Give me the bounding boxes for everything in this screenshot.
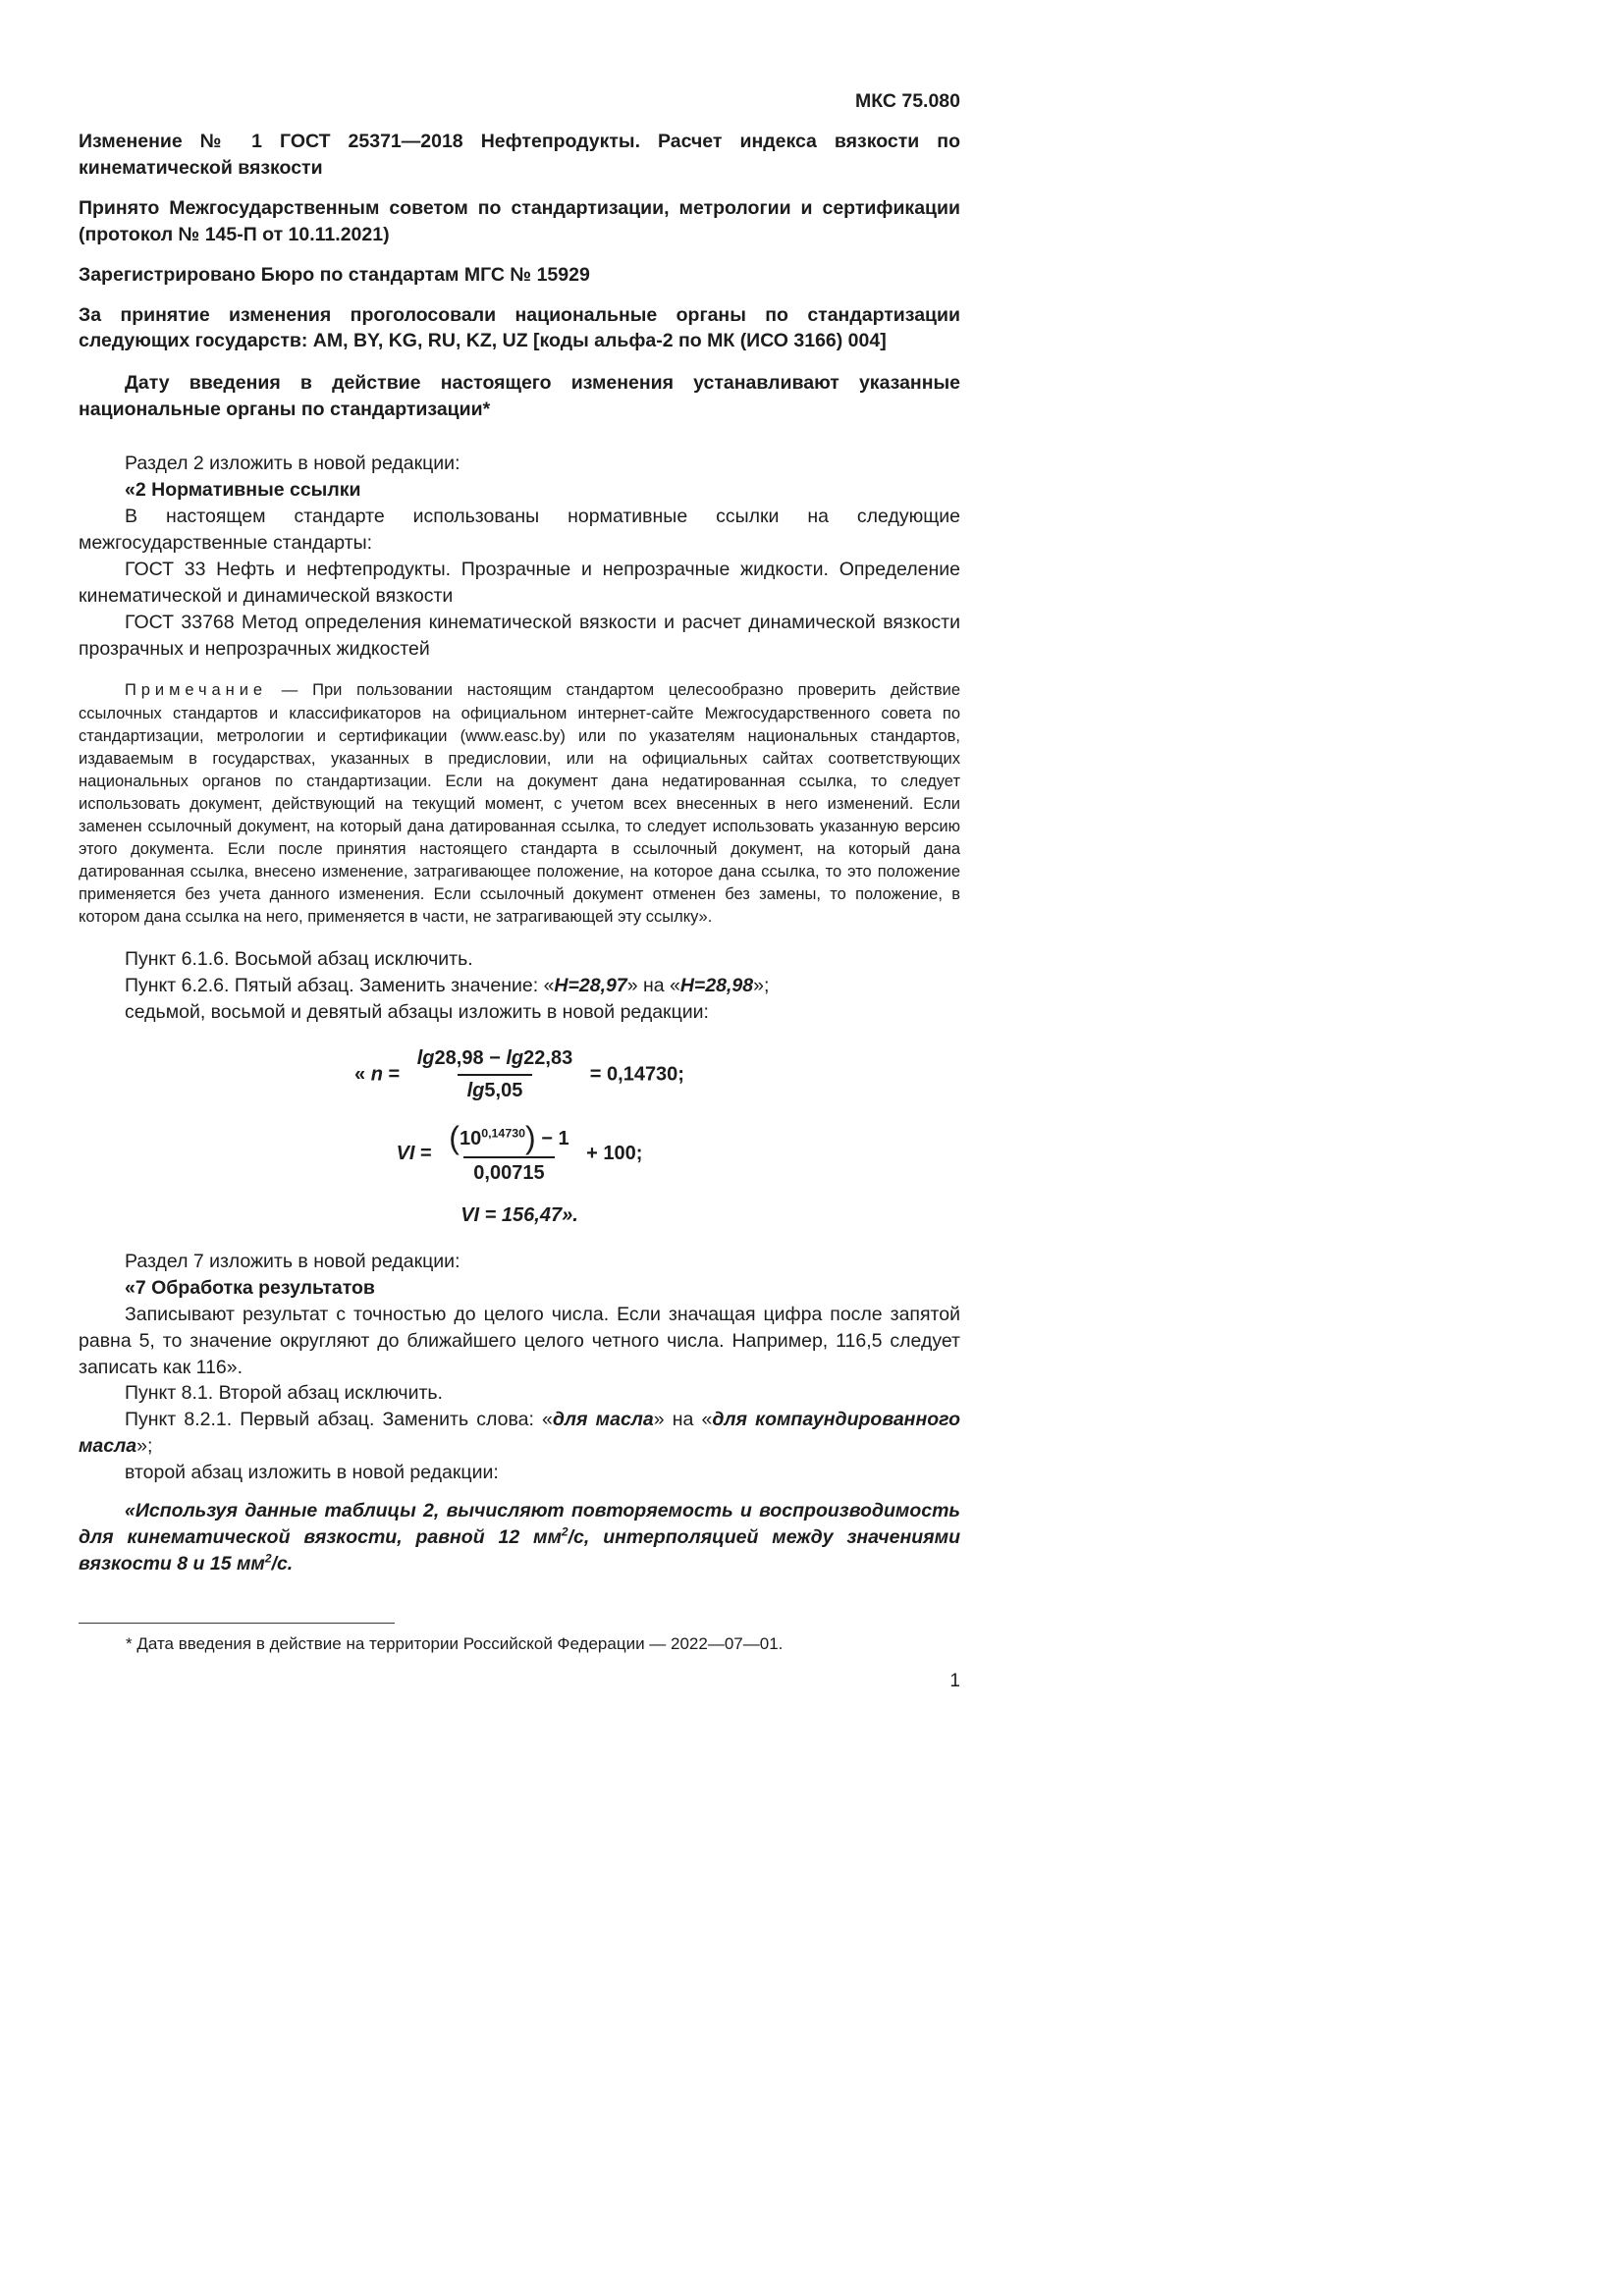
page-content — [79, 90, 960, 1692]
item-8-1: Пункт 8.1. Второй абзац исключить. — [125, 1382, 443, 1405]
section2-intro: Раздел 2 изложить в новой редакции: — [125, 453, 460, 475]
item-6-2-6-old-value: Н=28,97 — [554, 975, 627, 997]
replacement-text — [79, 1498, 960, 1577]
section7-heading: «7 Обработка результатов — [125, 1276, 375, 1299]
replacement-part-3: /с. — [271, 1552, 294, 1575]
formula-vi — [79, 1120, 960, 1185]
exponent-value: 0,14730 — [481, 1126, 525, 1141]
mks-code: МКС 75.080 — [854, 90, 960, 112]
item-6-2-6 — [79, 973, 960, 999]
lg-symbol: lg — [416, 1047, 435, 1070]
formula-n — [79, 1047, 960, 1102]
replacement-part-1: «Используя данные таблицы 2, вычисляют повторяемость и воспроизводимость для кинематической вязкости, равной 12 мм — [79, 1500, 960, 1549]
squared-superscript: 2 — [264, 1551, 272, 1566]
footnote-rule — [79, 1623, 395, 1624]
formula-vi-denominator: 0,00715 — [463, 1156, 554, 1185]
denominator-value: 5,05 — [484, 1080, 523, 1102]
formula-n-open-quote: « — [354, 1063, 371, 1086]
note-paragraph — [79, 679, 960, 929]
section7-body: Записывают результат с точностью до целого числа. Если значащая цифра после запятой равна 5, то значение округляют до ближайшего целого четного числа. Например, 116,5 следует записать как 116». — [79, 1303, 960, 1378]
note-text: При пользовании настоящим стандартом целесообразно проверить действие ссылочных стандартов и классификаторов на официальном интернет-сайте Межгосударственного совета по стандартизации, метрологии и сертификации (www.easc.by) или по указателям национальных стандартов, издаваемым в государствах, указанных в предисловии, или на официальных сайтах соответствующих национальных органов по стандартизации. Если на документ дана недатированная ссылка, то следует использовать документ, действующий на текущий момент, с учетом всех внесенных в него изменений. Если заменен ссылочный документ, на который дана датированная ссылка, то следует использовать указанную версию этого документа. Если после принятия настоящего стандарта в ссылочный документ, на который дана датированная ссылка, внесено изменение, затрагивающее положение, на которое дана ссылка, то это положение применяется без учета данного изменения. Если ссылочный документ отменен без замены, то положение, в котором дана ссылка на него, применяется в части, не затрагивающей эту ссылку». — [79, 681, 960, 927]
formula-vi-suffix: + 100; — [580, 1143, 643, 1165]
adoption-paragraph: Принято Межгосударственным советом по стандартизации, метрологии и сертификации (протокол № 145-П от 10.11.2021) — [79, 196, 960, 245]
item-8-2-1 — [79, 1407, 960, 1460]
item-6-2-6-new-value: Н=28,98 — [679, 975, 754, 997]
formula-n-variable: n — [370, 1063, 383, 1086]
formula-vi-result-variable: VI — [460, 1203, 480, 1226]
lg-symbol: lg — [466, 1080, 485, 1102]
numerator-value-1: 28,98 — [434, 1047, 484, 1070]
footnote — [79, 1632, 960, 1655]
item-8-2-1-pre: Пункт 8.2.1. Первый абзац. Заменить слова: « — [125, 1409, 553, 1431]
normative-refs-intro: В настоящем стандарте использованы нормативные ссылки на следующие межгосударственные стандарты: — [79, 505, 960, 554]
formula-vi-numerator — [443, 1120, 574, 1156]
section2-heading: «2 Нормативные ссылки — [125, 479, 361, 502]
registration-paragraph: Зарегистрировано Бюро по стандартам МГС № 15929 — [79, 263, 590, 286]
footnote-text: Дата введения в действие на территории Российской Федерации — 2022—07—01. — [132, 1633, 784, 1653]
numerator-tail: − 1 — [535, 1128, 569, 1150]
base-value: 10 — [459, 1128, 482, 1150]
formula-vi-result — [79, 1204, 960, 1227]
formula-n-fraction — [411, 1047, 578, 1102]
item-6-2-6-continued: седьмой, восьмой и девятый абзацы изложить в новой редакции: — [125, 1001, 709, 1024]
formula-vi-variable: VI — [396, 1143, 415, 1165]
numerator-value-2: 22,83 — [523, 1047, 573, 1070]
item-6-2-6-post: »; — [753, 975, 770, 997]
numerator-minus: − — [483, 1047, 507, 1070]
page-number: 1 — [949, 1671, 960, 1692]
note-label: Примечание — [125, 681, 268, 700]
formula-vi-equals: = — [414, 1143, 438, 1165]
lg-symbol: lg — [506, 1047, 524, 1070]
item-6-1-6: Пункт 6.1.6. Восьмой абзац исключить. — [125, 948, 473, 971]
note-dash: — — [267, 681, 313, 700]
effective-date-paragraph: Дату введения в действие настоящего изменения устанавливают указанные национальные органы по стандартизации* — [79, 372, 960, 421]
squared-superscript: 2 — [561, 1524, 568, 1539]
voting-paragraph: За принятие изменения проголосовали национальные органы по стандартизации следующих государств: AM, BY, KG, RU, KZ, UZ [коды альфа-2 по МК (ИСО 3166) 004] — [79, 303, 960, 352]
item-6-2-6-pre: Пункт 6.2.6. Пятый абзац. Заменить значение: « — [125, 975, 555, 997]
item-8-2-1-old-words: для масла — [552, 1409, 654, 1431]
section7-intro: Раздел 7 изложить в новой редакции: — [125, 1250, 460, 1272]
item-8-2-1-new-words: для компаундированного масла — [79, 1409, 960, 1458]
formula-n-equals: = — [382, 1063, 406, 1086]
formula-n-result: = 0,14730; — [584, 1063, 684, 1086]
item-8-2-1-mid: » на « — [653, 1409, 713, 1431]
item-8-2-1-post: »; — [136, 1435, 153, 1458]
open-paren: ( — [449, 1120, 460, 1156]
formula-vi-result-value: = 156,47». — [479, 1203, 578, 1226]
item-6-2-6-mid: » на « — [626, 975, 680, 997]
amendment-title: Изменение № 1 ГОСТ 25371—2018 Нефтепродукты. Расчет индекса вязкости по кинематической вязкости — [79, 131, 960, 179]
formula-n-numerator — [411, 1047, 578, 1074]
item-8-2-1-continued: второй абзац изложить в новой редакции: — [125, 1462, 499, 1484]
gost-33768-reference: ГОСТ 33768 Метод определения кинематической вязкости и расчет динамической вязкости прозрачных и непрозрачных жидкостей — [79, 611, 960, 660]
replacement-part-2: /с, интерполяцией между значениями вязкости 8 и 15 мм — [79, 1526, 960, 1575]
close-paren: ) — [525, 1120, 536, 1156]
formula-n-denominator — [458, 1074, 533, 1102]
gost-33-reference: ГОСТ 33 Нефть и нефтепродукты. Прозрачные и непрозрачные жидкости. Определение кинематической и динамической вязкости — [79, 558, 960, 607]
footnote-marker: * — [126, 1633, 133, 1653]
formula-vi-fraction — [443, 1120, 574, 1185]
